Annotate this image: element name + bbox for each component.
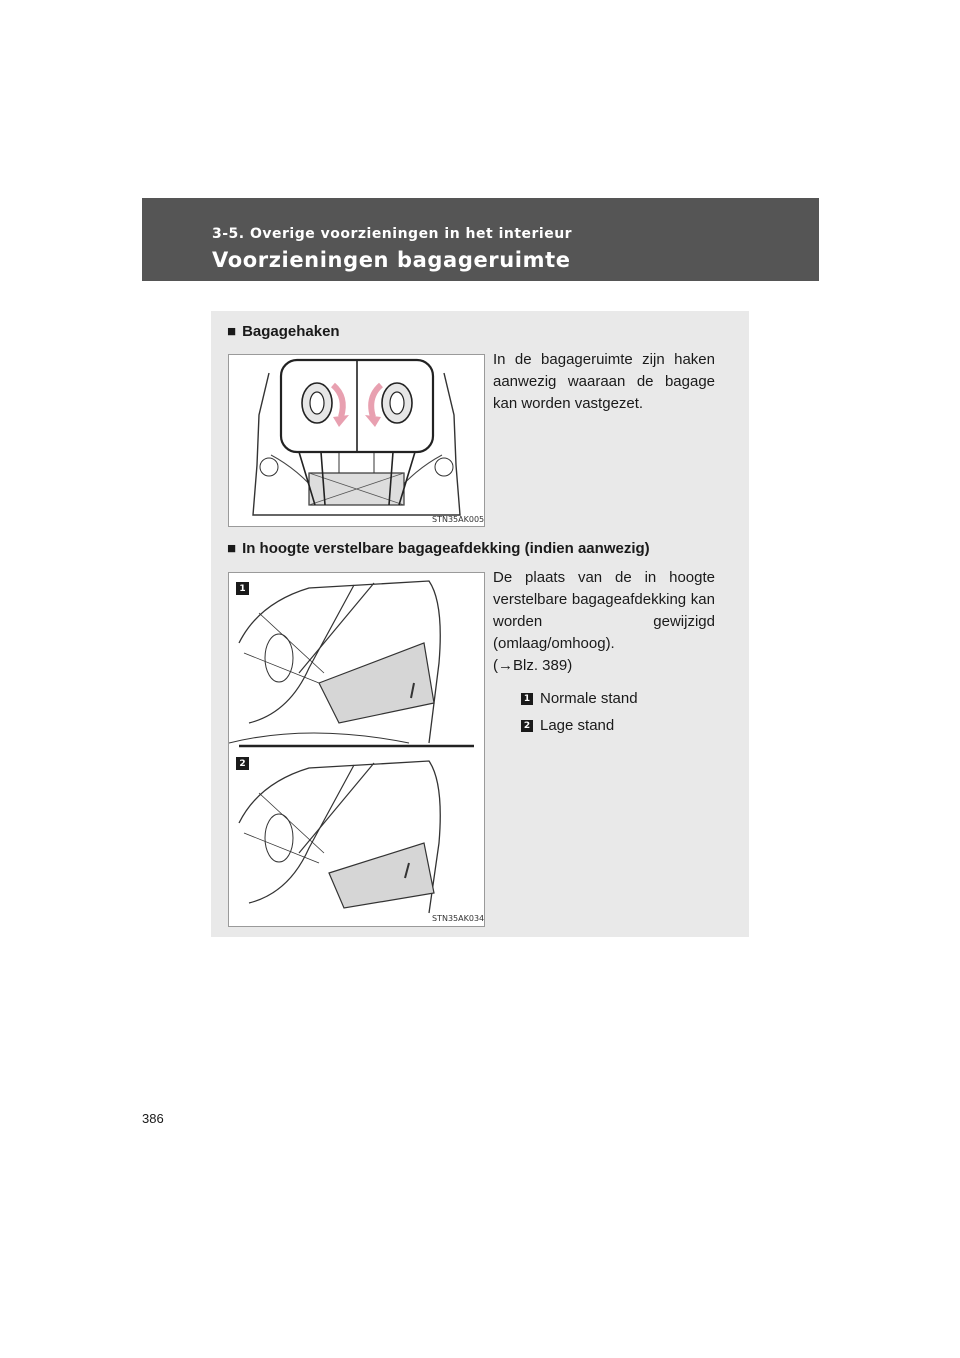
content-box <box>211 311 749 937</box>
figure-badge-1: 1 <box>236 582 249 595</box>
legend-item-low <box>521 715 614 737</box>
heading-bagageafdekking <box>227 540 650 557</box>
number-badge-icon: 2 <box>521 720 533 732</box>
page-number: 386 <box>142 1111 164 1126</box>
cargo-cover-icon <box>229 573 484 926</box>
section-label: 3-5. Overige voorzieningen in het interieur <box>212 226 573 242</box>
legend-label: Normale stand <box>540 690 638 707</box>
header-band <box>142 198 819 281</box>
page-reference: (→Blz. 389) <box>493 657 573 674</box>
page-title: Voorzieningen bagageruimte <box>212 248 571 272</box>
figure-code: STN35AK034 <box>432 914 485 923</box>
number-badge-icon: 1 <box>521 693 533 705</box>
figure-code: STN35AK005 <box>432 515 485 524</box>
luggage-hooks-illustration <box>228 354 485 527</box>
trunk-hooks-icon <box>229 355 484 526</box>
heading-text: Bagagehaken <box>242 323 340 340</box>
figure-badge-2: 2 <box>236 757 249 770</box>
heading-text: In hoogte verstelbare bagageafdekking (indien aanwezig) <box>242 540 650 557</box>
square-bullet-icon: ■ <box>227 540 237 557</box>
bagageafdekking-description: De plaats van de in hoogte verstelbare bagageafdekking kan worden gewijzigd (omlaag/omhoog). <box>493 569 715 652</box>
square-bullet-icon: ■ <box>227 323 237 340</box>
legend-label: Lage stand <box>540 717 615 734</box>
legend-item-normal <box>521 688 638 710</box>
tonneau-cover-illustration <box>228 572 485 927</box>
bagagehaken-description: In de bagageruimte zijn haken aanwezig waaraan de bagage kan worden vastgezet. <box>493 351 715 412</box>
heading-bagagehaken <box>227 323 340 340</box>
